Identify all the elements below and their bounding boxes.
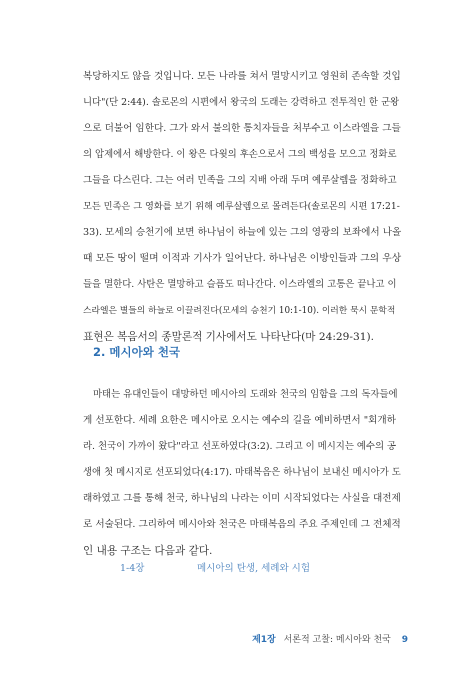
outline-chapter-title: 메시아의 탄생, 세례와 시험 [197, 563, 311, 574]
text-line: 들을 멸한다. 사탄은 멸망하고 슬픔도 떠나간다. 이스라엘의 고통은 끝나고 이 [83, 279, 397, 290]
outline-chapter-range: 1-4장 [120, 563, 145, 574]
text-line: 로 서술된다. 그리하여 메시아와 천국은 마태복음의 주요 주제인데 그 전체적 [83, 519, 401, 530]
footer-chapter-label: 제1장 [252, 635, 276, 645]
text-line: 때 모든 땅이 떨며 이적과 기사가 일어난다. 하나님은 이방인들과 그의 우상 [83, 253, 402, 264]
text-line: 모든 민족은 그 영화를 보기 위해 예루살렘으로 몰려든다(솔로몬의 시편 17:21- [83, 201, 400, 212]
text-line: 인 내용 구조는 다음과 같다. [83, 545, 213, 557]
text-line: 마태는 유대인들이 대망하던 메시아의 도래와 천국의 임함을 그의 독자들에 [93, 389, 398, 400]
page-footer [252, 632, 408, 645]
text-line: 니다"(단 2:44). 솔로몬의 시편에서 왕국의 도래는 강력하고 전투적인 한 군왕 [83, 97, 400, 108]
text-line: 의 압제에서 해방한다. 이 왕은 다윗의 후손으로서 그의 백성을 모으고 정화로 [83, 149, 397, 160]
section-heading: 2. 메시아와 천국 [93, 345, 181, 359]
text-line: 으로 더불어 임한다. 그가 와서 불의한 통치자들을 처부수고 이스라엘을 그들 [83, 123, 401, 134]
body-paragraph-1 [83, 64, 401, 350]
body-paragraph-2 [83, 382, 401, 564]
text-line: 그들을 다스린다. 그는 여러 민족을 그의 지배 아래 두며 예루살렘을 정화하고 [83, 175, 397, 186]
text-line: 33). 모세의 승천기에 보면 하나님이 하늘에 있는 그의 영광의 보좌에서 나올 [83, 227, 402, 238]
text-line: 라. 천국이 가까이 왔다"라고 선포하였다(3:2). 그리고 이 메시지는 예수의 공 [83, 441, 397, 452]
page-number: 9 [401, 635, 408, 645]
text-line: 생애 첫 메시지로 선포되었다(4:17). 마태복음은 하나님이 보내신 메시아가 도 [83, 467, 401, 478]
text-line: 표현은 복음서의 종말론적 기사에서도 나타난다(마 24:29-31). [83, 331, 374, 343]
text-line: 복당하지도 않을 것입니다. 모든 나라를 쳐서 멸망시키고 영원히 존속할 것입 [83, 71, 401, 82]
text-line: 게 선포한다. 세례 요한은 메시아로 오시는 예수의 길을 예비하면서 "회개하 [83, 415, 396, 426]
footer-chapter-title: 서론적 고찰: 메시아와 천국 [283, 635, 391, 645]
text-line: 스라엘은 별들의 하늘로 이끌려진다(모세의 승천기 10:1-10). 이러한 묵시 문학적 [83, 306, 396, 316]
text-line: 래하였고 그를 통해 천국, 하나님의 나라는 이미 시작되었다는 사실을 대전제 [83, 493, 401, 504]
